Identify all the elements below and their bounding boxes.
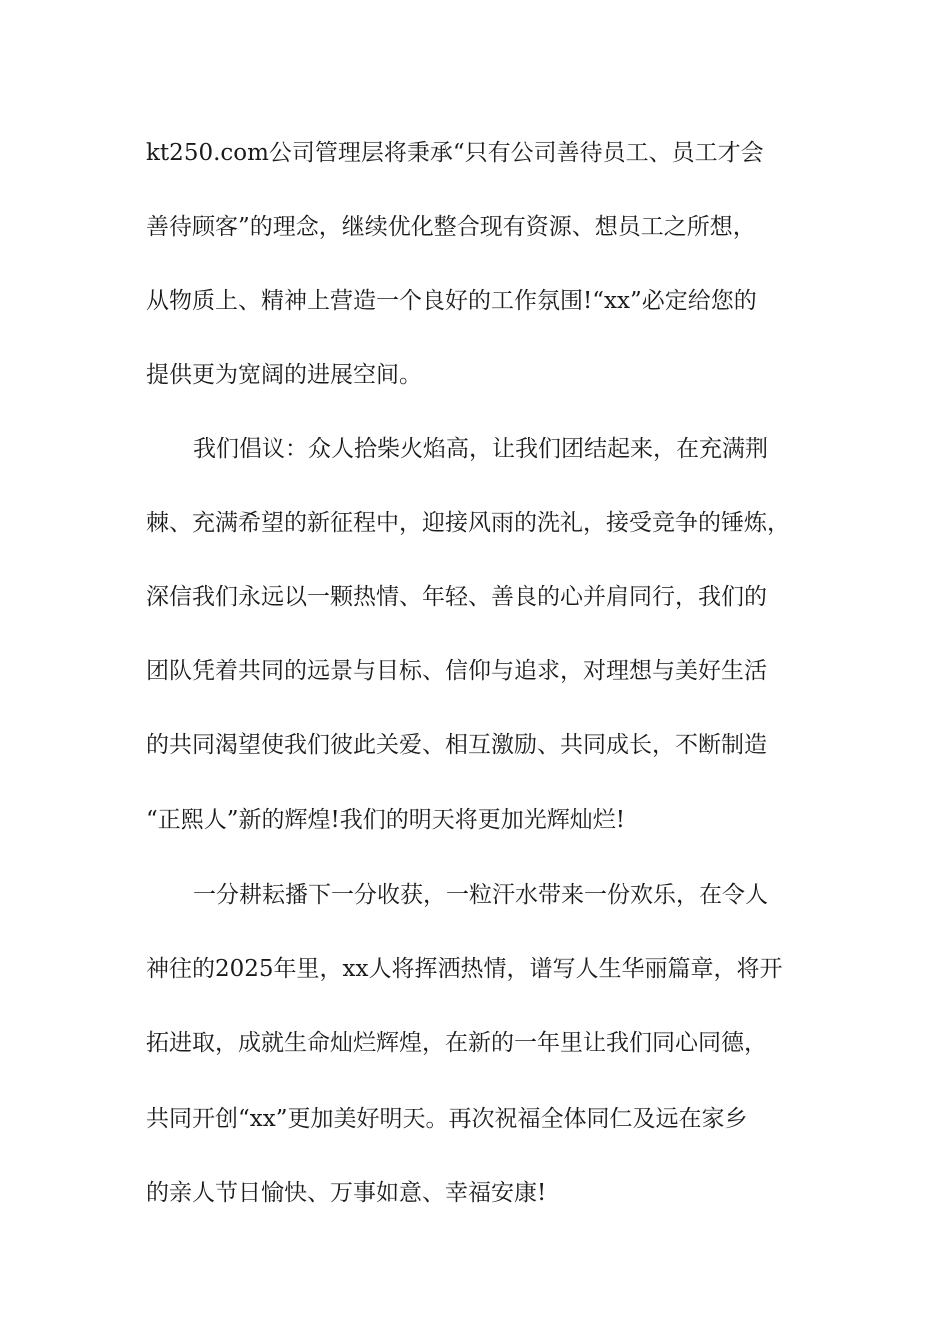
paragraph-3-line-4: 共同开创“xx”更加美好明天。再次祝福全体同仁及远在家乡 xyxy=(146,1106,748,1132)
paragraph-1-line-3: 从物质上、精神上营造一个良好的工作氛围!“xx”必定给您的 xyxy=(146,288,757,314)
paragraph-2-line-6: “正熙人”新的辉煌!我们的明天将更加光辉灿烂! xyxy=(146,807,626,833)
paragraph-2-line-5: 的共同渴望使我们彼此关爱、相互激励、共同成长，不断制造 xyxy=(146,732,767,758)
paragraph-2-line-1: 我们倡议：众人拾柴火焰高，让我们团结起来，在充满荆 xyxy=(193,436,768,462)
paragraph-1-line-1: kt250.com公司管理层将秉承“只有公司善待员工、员工才会 xyxy=(146,140,764,166)
paragraph-1-line-4: 提供更为宽阔的进展空间。 xyxy=(146,362,422,388)
paragraph-2-line-3: 深信我们永远以一颗热情、年轻、善良的心并肩同行，我们的 xyxy=(146,584,767,610)
paragraph-2-line-2: 棘、充满希望的新征程中，迎接风雨的洗礼，接受竞争的锤炼， xyxy=(146,510,790,536)
paragraph-3-line-1: 一分耕耘播下一分收获，一粒汗水带来一份欢乐，在令人 xyxy=(193,882,768,908)
paragraph-3-line-3: 拓进取，成就生命灿烂辉煌，在新的一年里让我们同心同德， xyxy=(146,1030,767,1056)
paragraph-3-line-5: 的亲人节日愉快、万事如意、幸福安康! xyxy=(146,1180,547,1206)
paragraph-1-line-2: 善待顾客”的理念，继续优化整合现有资源、想员工之所想， xyxy=(146,214,756,240)
paragraph-2-line-4: 团队凭着共同的远景与目标、信仰与追求，对理想与美好生活 xyxy=(146,658,767,684)
paragraph-3-line-2: 神往的2025年里，xx人将挥洒热情，谱写人生华丽篇章，将开 xyxy=(146,956,783,982)
